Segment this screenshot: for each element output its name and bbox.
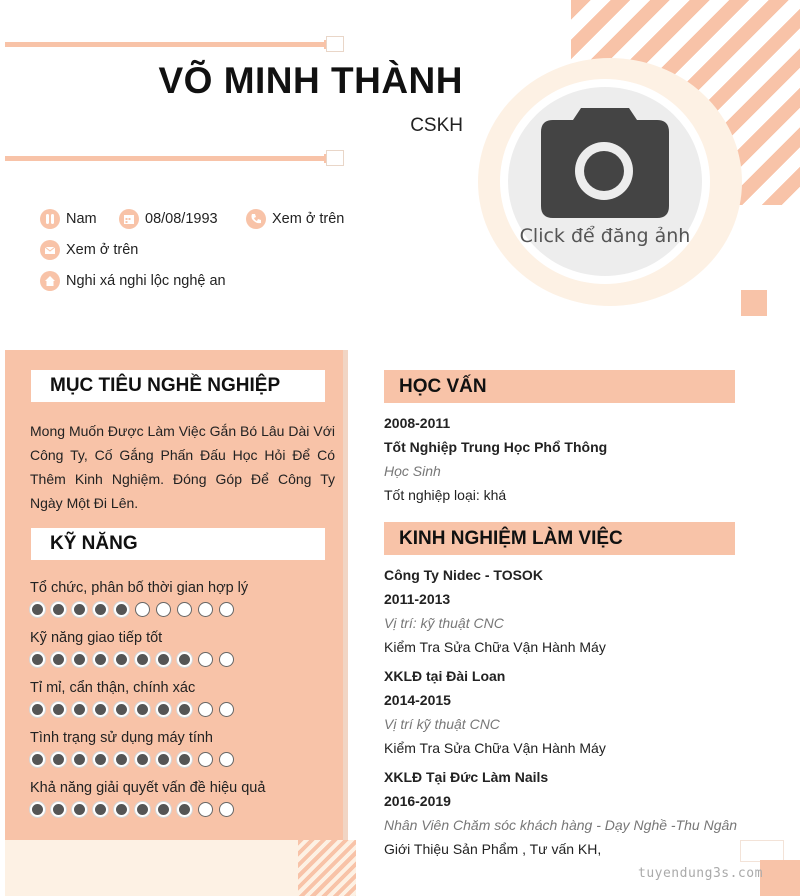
experience-period: 2016-2019 bbox=[384, 793, 451, 809]
header-line-top-end bbox=[326, 36, 344, 52]
skill-dot-empty bbox=[198, 602, 213, 617]
skill-dot-filled bbox=[30, 602, 45, 617]
skill-dot-filled bbox=[114, 802, 129, 817]
skill-dot-filled bbox=[114, 602, 129, 617]
skill-dot-empty bbox=[198, 702, 213, 717]
watermark: tuyendung3s.com bbox=[638, 866, 763, 881]
skill-dot-empty bbox=[198, 752, 213, 767]
experience-company: XKLĐ Tại Đức Làm Nails bbox=[384, 769, 549, 785]
experience-description: Kiểm Tra Sửa Chữa Vận Hành Máy bbox=[384, 639, 606, 655]
skill-dot-filled bbox=[30, 652, 45, 667]
skill-dot-filled bbox=[135, 652, 150, 667]
education-heading: HỌC VẤN bbox=[384, 370, 735, 403]
job-title: CSKH bbox=[410, 115, 463, 136]
education-school: Tốt Nghiệp Trung Học Phổ Thông bbox=[384, 439, 608, 455]
info-address-value: Nghi xá nghi lộc nghệ an bbox=[66, 273, 226, 289]
experience-period: 2011-2013 bbox=[384, 591, 451, 607]
experience-heading: KINH NGHIỆM LÀM VIỆC bbox=[384, 522, 735, 555]
info-gender bbox=[40, 209, 97, 229]
envelope-icon bbox=[40, 240, 60, 260]
skill-dot-filled bbox=[51, 602, 66, 617]
skill-dot-empty bbox=[198, 802, 213, 817]
skill-dot-empty bbox=[156, 602, 171, 617]
gender-icon bbox=[40, 209, 60, 229]
skill-dot-filled bbox=[114, 702, 129, 717]
objective-text: Mong Muốn Được Làm Việc Gắn Bó Lâu Dài Với Công Ty, Cố Gắng Phấn Đấu Học Hỏi Để Có Thêm Kinh Nghiệm. Đóng Góp Để Công Ty Ngày Một Đi Lên. bbox=[30, 423, 335, 511]
experience-description: Kiểm Tra Sửa Chữa Vận Hành Máy bbox=[384, 740, 606, 756]
skill-dot-filled bbox=[135, 702, 150, 717]
skill-dot-empty bbox=[219, 702, 234, 717]
header-line-bottom-end bbox=[326, 150, 344, 166]
info-phone-value: Xem ở trên bbox=[272, 211, 345, 227]
skill-name: Tỉ mỉ, cẩn thận, chính xác bbox=[30, 680, 196, 696]
skill-dot-filled bbox=[156, 802, 171, 817]
skill-dot-filled bbox=[93, 652, 108, 667]
skill-dot-filled bbox=[114, 652, 129, 667]
header-line-bottom bbox=[5, 156, 330, 161]
skill-dot-filled bbox=[177, 652, 192, 667]
skill-dot-filled bbox=[93, 802, 108, 817]
skill-dot-filled bbox=[135, 752, 150, 767]
skill-dot-filled bbox=[51, 702, 66, 717]
left-panel-edge bbox=[343, 350, 348, 840]
photo-upload-label[interactable]: Click để đăng ảnh bbox=[519, 225, 691, 247]
candidate-name: VÕ MINH THÀNH bbox=[158, 60, 463, 101]
skill-dot-empty bbox=[219, 652, 234, 667]
skill-dot-filled bbox=[51, 752, 66, 767]
skill-dot-filled bbox=[30, 752, 45, 767]
skill-dot-filled bbox=[30, 802, 45, 817]
skill-dot-filled bbox=[72, 702, 87, 717]
skill-dot-filled bbox=[156, 702, 171, 717]
skill-rating bbox=[30, 802, 234, 817]
skill-dot-filled bbox=[93, 752, 108, 767]
skill-rating bbox=[30, 652, 234, 667]
info-email-value: Xem ở trên bbox=[66, 242, 139, 258]
skill-dot-empty bbox=[177, 602, 192, 617]
decorative-outline-square bbox=[740, 840, 784, 862]
experience-description: Giới Thiệu Sản Phẩm , Tư vấn KH, bbox=[384, 841, 602, 857]
skill-rating bbox=[30, 702, 234, 717]
objective-heading: MỤC TIÊU NGHỀ NGHIỆP bbox=[31, 370, 325, 402]
skill-dot-filled bbox=[156, 752, 171, 767]
skill-name: Tổ chức, phân bố thời gian hợp lý bbox=[30, 580, 249, 596]
skill-rating bbox=[30, 752, 234, 767]
info-birthday bbox=[119, 209, 218, 229]
home-icon bbox=[40, 271, 60, 291]
skill-dot-filled bbox=[156, 652, 171, 667]
skills-heading: KỸ NĂNG bbox=[31, 528, 325, 560]
decorative-square bbox=[741, 290, 767, 316]
skill-dot-filled bbox=[93, 602, 108, 617]
skill-dot-filled bbox=[114, 752, 129, 767]
skill-dot-filled bbox=[51, 652, 66, 667]
education-major: Học Sinh bbox=[384, 463, 441, 479]
skill-dot-empty bbox=[135, 602, 150, 617]
info-address bbox=[40, 271, 226, 291]
skill-dot-empty bbox=[219, 602, 234, 617]
skill-dot-filled bbox=[72, 602, 87, 617]
skill-dot-filled bbox=[72, 752, 87, 767]
skill-name: Kỹ năng giao tiếp tốt bbox=[30, 630, 163, 646]
header-line-top bbox=[5, 42, 330, 47]
skill-dot-empty bbox=[219, 752, 234, 767]
skill-dot-filled bbox=[51, 802, 66, 817]
education-period: 2008-2011 bbox=[384, 415, 451, 431]
education-result: Tốt nghiệp loại: khá bbox=[384, 487, 507, 503]
skill-dot-empty bbox=[198, 652, 213, 667]
info-gender-value: Nam bbox=[66, 211, 97, 227]
camera-icon[interactable] bbox=[541, 108, 669, 218]
skill-name: Khả năng giải quyết vấn đề hiệu quả bbox=[30, 780, 266, 796]
skill-dot-filled bbox=[177, 802, 192, 817]
info-email bbox=[40, 240, 138, 260]
skill-rating bbox=[30, 602, 234, 617]
calendar-icon bbox=[119, 209, 139, 229]
skill-dot-filled bbox=[93, 702, 108, 717]
experience-position: Vị trí kỹ thuật CNC bbox=[384, 716, 500, 732]
experience-company: Công Ty Nidec - TOSOK bbox=[384, 567, 543, 583]
experience-period: 2014-2015 bbox=[384, 692, 451, 708]
skill-dot-filled bbox=[72, 802, 87, 817]
skill-name: Tình trạng sử dụng máy tính bbox=[30, 730, 213, 746]
decorative-square-bottom-right bbox=[760, 860, 800, 896]
skill-dot-filled bbox=[177, 702, 192, 717]
skill-dot-filled bbox=[177, 752, 192, 767]
skill-dot-empty bbox=[219, 802, 234, 817]
info-phone bbox=[246, 209, 344, 229]
info-birthday-value: 08/08/1993 bbox=[145, 211, 218, 227]
experience-position: Vị trí: kỹ thuật CNC bbox=[384, 615, 504, 631]
skill-dot-filled bbox=[72, 652, 87, 667]
skill-dot-filled bbox=[30, 702, 45, 717]
experience-company: XKLĐ tại Đài Loan bbox=[384, 668, 506, 684]
skill-dot-filled bbox=[135, 802, 150, 817]
experience-position: Nhân Viên Chăm sóc khách hàng - Dạy Nghề -Thu Ngân bbox=[384, 817, 738, 833]
decorative-stripes-bottom-left bbox=[298, 840, 356, 896]
phone-icon bbox=[246, 209, 266, 229]
